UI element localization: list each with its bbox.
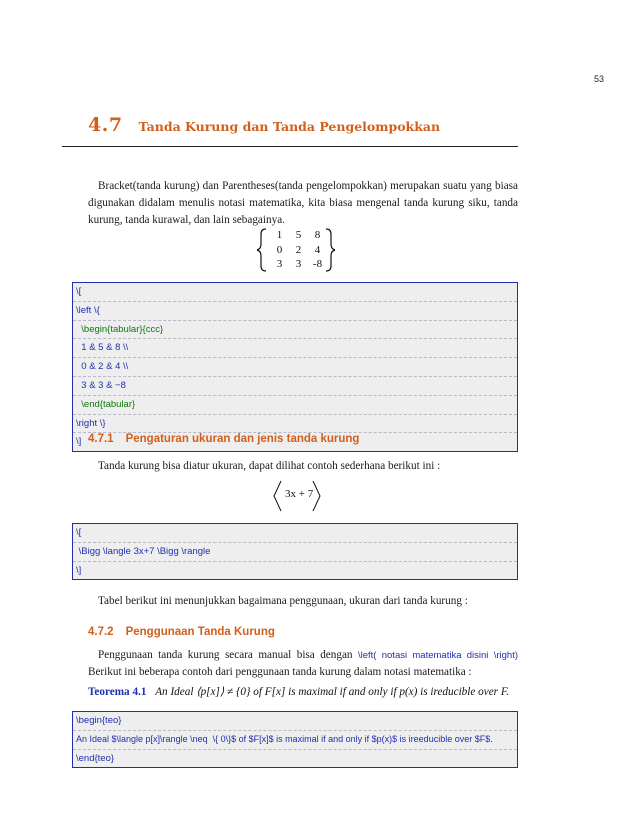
section-heading [88,114,528,136]
matrix-cell: 0 [276,243,283,256]
section-divider [62,146,518,147]
code-line: \end{tabular} [73,396,517,415]
matrix-cell: 8 [314,229,321,241]
inline-code: \left( notasi matematika disini \right) [357,650,518,661]
page-number: 53 [593,74,604,84]
section-title: Tanda Kurung dan Tanda Pengelompokkan [138,119,441,134]
code-block-bigg [72,523,518,580]
intro-paragraph [88,178,518,229]
code-line: 1 & 5 & 8 \\ [73,339,517,358]
manual-paragraph-before: Penggunaan tanda kurung secara manual bisa dengan [98,649,353,661]
subsection-heading-1 [88,433,359,445]
size-paragraph [88,458,518,475]
matrix-cell: 2 [295,243,302,256]
bracket-expression: 3x + 7 [285,488,314,500]
table-paragraph [88,593,518,610]
matrix-cell: 4 [314,243,321,256]
code-line: \] [76,564,82,576]
code-line: \[ [73,283,517,302]
matrix-display [256,227,336,273]
section-number: 4.7 [88,114,123,136]
code-line: An Ideal $\langle p[x]\rangle \neq \{ 0\}$ of $F[x]$ is maximal if and only if $p(x)$ is ireeducible over $F$. [73,731,517,750]
matrix-row [270,228,327,243]
table-paragraph-text: Tabel berikut ini menunjukkan bagaimana penggunaan, ukuran dari tanda kurung : [98,595,468,607]
subsection-title: Penggunaan Tanda Kurung [125,626,275,638]
code-line: 3 & 3 & −8 [73,377,517,396]
code-line: \begin{tabular}{ccc} [73,321,517,340]
theorem-number: 4.1 [132,686,147,698]
intro-paragraph-text: Bracket(tanda kurung) dan Parentheses(tanda pengelompokkan) merupakan suatu yang biasa digunakan didalam menulis notasi matematika, kita biasa mengenal tanda kurung siku, tanda kurung, tanda kurawal, dan lain sebagainya. [88,180,518,226]
code-line: \] [76,436,82,448]
matrix-table [270,228,327,272]
matrix-cell: 3 [295,258,302,270]
subsection-number: 4.7.2 [88,626,114,638]
manual-paragraph-after: Berikut ini beberapa contoh dari penggunaan tanda kurung dalam notasi matematika : [88,666,472,678]
code-line: \right \} [73,415,517,434]
subsection-number: 4.7.1 [88,433,114,445]
matrix-cell: 5 [295,229,302,241]
code-line: \begin{teo} [73,712,517,731]
code-block-theorem [72,711,518,768]
manual-paragraph [88,647,518,681]
code-line: 0 & 2 & 4 \\ [73,358,517,377]
code-line: \Bigg \langle 3x+7 \Bigg \rangle [73,543,517,562]
subsection-heading-2 [88,626,275,638]
theorem-statement: An Ideal ⟨p[x]⟩ ≠ {0} of F[x] is maximal if and only if p(x) is ireducible over F. [155,686,510,698]
matrix-cell: -8 [312,258,323,270]
matrix-row [270,257,327,272]
matrix-row [270,243,327,258]
matrix-cell: 1 [276,229,283,241]
size-paragraph-text: Tanda kurung bisa diatur ukuran, dapat dilihat contoh sederhana berikut ini : [98,460,441,472]
code-line: \left \{ [73,302,517,321]
angle-bracket-display [272,480,322,512]
code-line: \end{teo} [76,752,115,764]
subsection-title: Pengaturan ukuran dan jenis tanda kurung [125,433,360,445]
code-line: \[ [73,524,517,543]
matrix-cell: 3 [276,258,283,270]
theorem-label: Teorema [88,686,130,698]
theorem [88,684,518,701]
code-block-matrix [72,282,518,452]
